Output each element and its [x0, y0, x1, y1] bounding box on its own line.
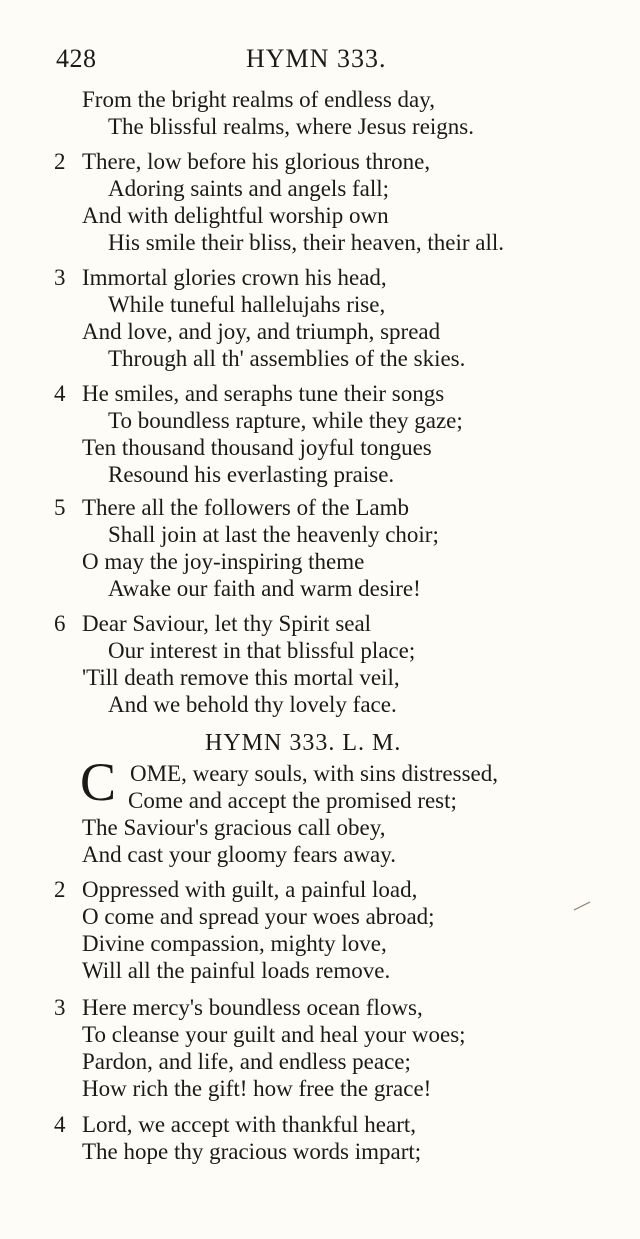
verse-line: Awake our faith and warm desire! [108, 576, 421, 601]
verse-line: Shall join at last the heavenly choir; [108, 522, 439, 547]
verse-line: 'Till death remove this mortal veil, [82, 665, 400, 690]
verse-line: Will all the painful loads remove. [82, 958, 391, 983]
verse-line: Resound his everlasting praise. [108, 462, 395, 487]
continuation-line: From the bright realms of endless day, [82, 87, 436, 112]
verse-line: To boundless rapture, while they gaze; [108, 408, 463, 433]
verse-line: OME, weary souls, with sins distressed, [130, 761, 498, 786]
continuation-line: The blissful realms, where Jesus reigns. [108, 114, 475, 139]
verse-number: 6 [54, 611, 66, 636]
verse-line: Adoring saints and angels fall; [108, 176, 390, 201]
verse-line: And cast your gloomy fears away. [82, 842, 397, 867]
verse-number: 4 [54, 1112, 66, 1137]
verse-line: O may the joy-inspiring theme [82, 549, 365, 574]
verse-line: O come and spread your woes abroad; [82, 904, 435, 929]
verse-number: 3 [54, 265, 66, 290]
ink-mark [572, 900, 592, 912]
running-head: HYMN 333. [246, 44, 387, 73]
verse-number: 3 [54, 995, 66, 1020]
verse-line: The hope thy gracious words impart; [82, 1139, 422, 1164]
verse-line: Immortal glories crown his head, [82, 265, 387, 290]
verse-line: How rich the gift! how free the grace! [82, 1076, 432, 1101]
verse-number: 2 [54, 149, 66, 174]
verse-line: To cleanse your guilt and heal your woes; [82, 1022, 466, 1047]
verse-line: Here mercy's boundless ocean flows, [82, 995, 423, 1020]
page-number: 428 [56, 44, 97, 73]
verse-line: The Saviour's gracious call obey, [82, 815, 386, 840]
verse-line: And with delightful worship own [82, 203, 389, 228]
verse-line: Lord, we accept with thankful heart, [82, 1112, 417, 1137]
verse-line: Come and accept the promised rest; [128, 788, 457, 813]
verse-line: He smiles, and seraphs tune their songs [82, 381, 445, 406]
verse-line: And we behold thy lovely face. [108, 692, 397, 717]
verse-line: His smile their bliss, their heaven, their all. [108, 230, 505, 255]
page-header [56, 44, 600, 80]
verse-line: There, low before his glorious throne, [82, 149, 431, 174]
verse-number: 5 [54, 495, 66, 520]
verse-number: 4 [54, 381, 66, 406]
drop-cap: C [80, 752, 117, 812]
verse-line: Through all th' assemblies of the skies. [108, 346, 466, 371]
verse-line: And love, and joy, and triumph, spread [82, 319, 441, 344]
verse-line: There all the followers of the Lamb [82, 495, 409, 520]
verse-line: Divine compassion, mighty love, [82, 931, 387, 956]
verse-line: Pardon, and life, and endless peace; [82, 1049, 411, 1074]
verse-line: Our interest in that blissful place; [108, 638, 416, 663]
verse-line: Dear Saviour, let thy Spirit seal [82, 611, 372, 636]
verse-number: 2 [54, 877, 66, 902]
verse-line: Ten thousand thousand joyful tongues [82, 435, 432, 460]
hymn-title: HYMN 333. L. M. [205, 730, 402, 756]
verse-line: Oppressed with guilt, a painful load, [82, 877, 418, 902]
verse-line: While tuneful hallelujahs rise, [108, 292, 386, 317]
